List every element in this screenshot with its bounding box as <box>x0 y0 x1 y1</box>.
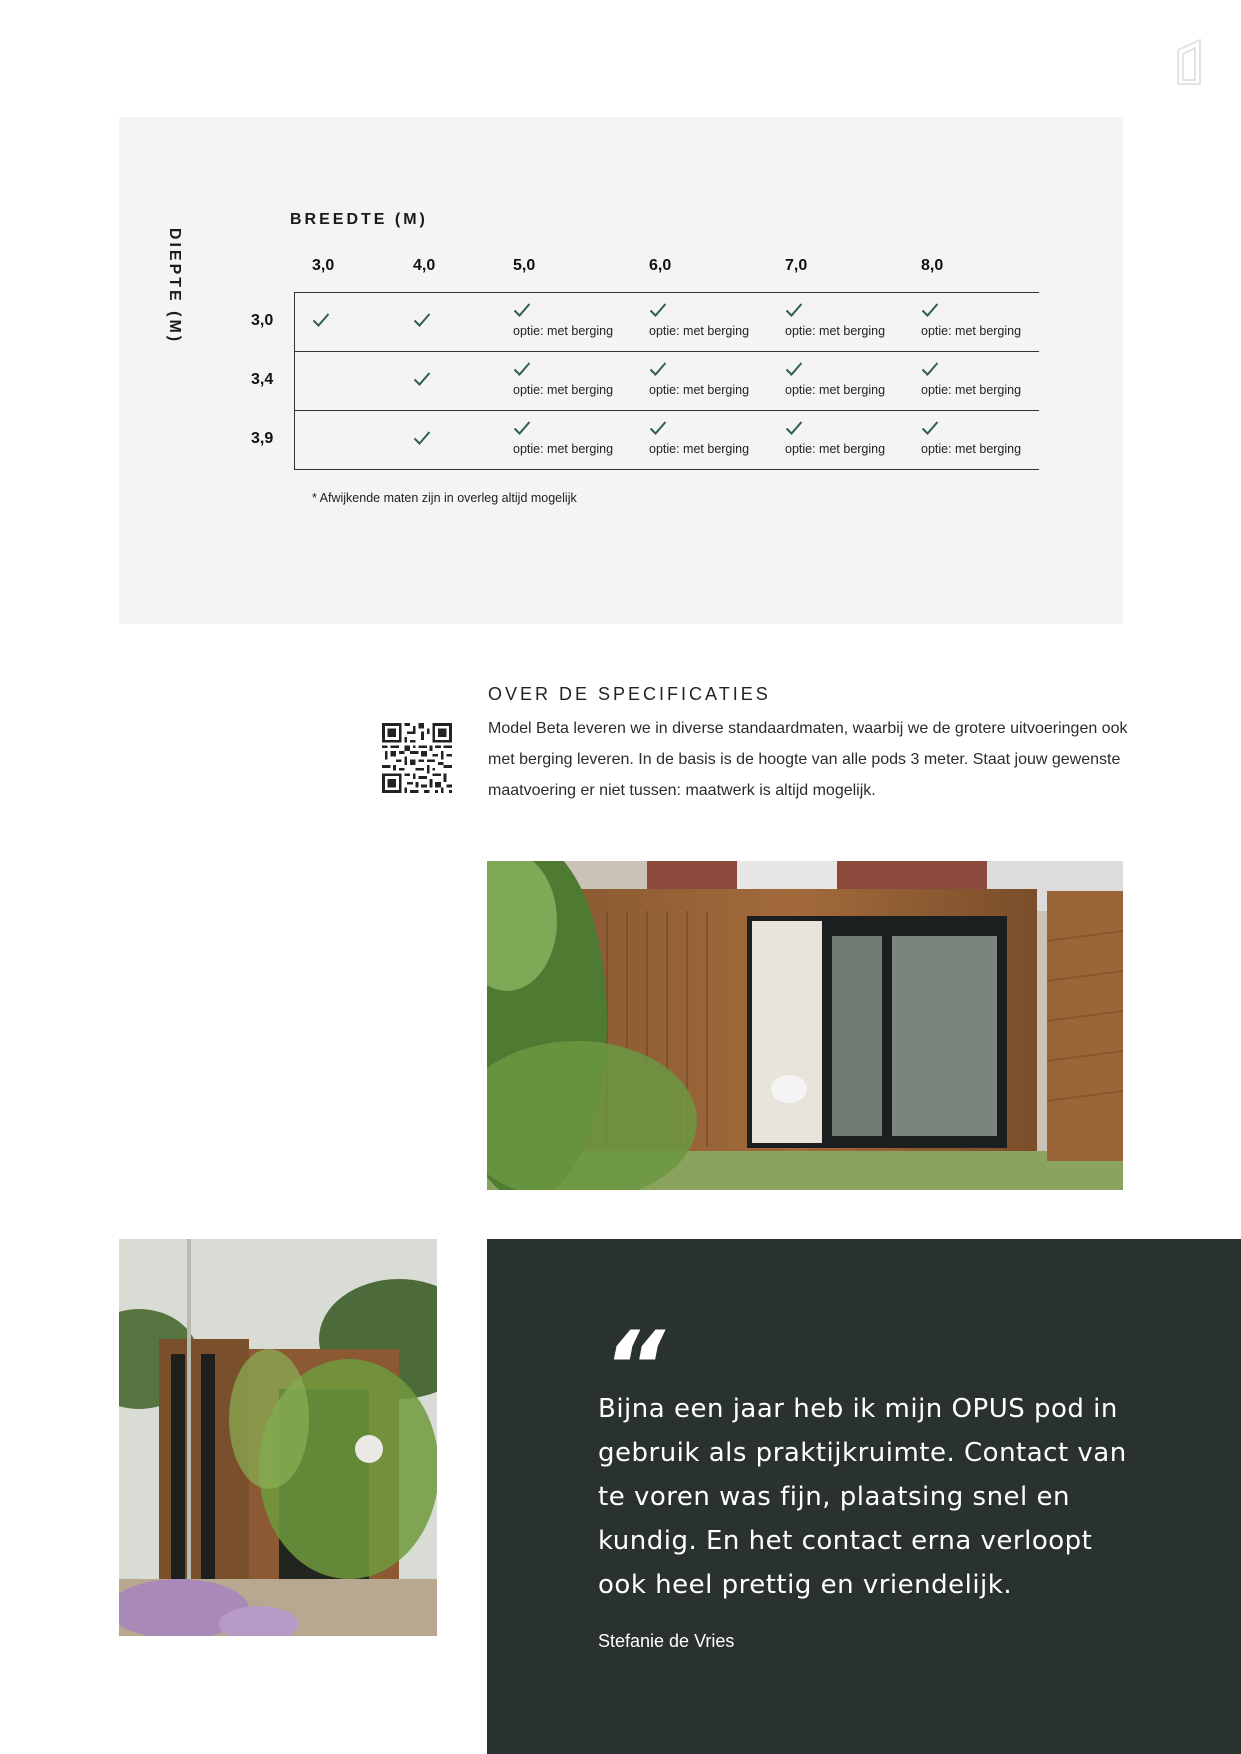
storage-option-text: optie: met berging <box>921 442 1022 456</box>
testimonial-panel <box>487 1239 1241 1754</box>
storage-option-text: optie: met berging <box>513 442 614 456</box>
check-icon <box>785 420 803 436</box>
availability-cell <box>921 292 1051 350</box>
check-icon <box>649 420 667 436</box>
availability-cell <box>513 292 643 350</box>
storage-option-text: optie: met berging <box>513 324 614 338</box>
check-icon <box>413 430 431 446</box>
qr-code-icon <box>382 723 452 793</box>
check-icon <box>513 420 531 436</box>
width-axis-label: BREEDTE (M) <box>290 211 428 228</box>
check-icon <box>649 361 667 377</box>
check-icon <box>413 312 431 328</box>
width-header: 4,0 <box>413 257 436 274</box>
width-header: 7,0 <box>785 257 808 274</box>
storage-option-text: optie: met berging <box>785 383 886 397</box>
availability-cell <box>513 351 643 409</box>
storage-option-text: optie: met berging <box>921 383 1022 397</box>
check-icon <box>921 302 939 318</box>
testimonial-author: Stefanie de Vries <box>598 1631 735 1651</box>
storage-option-text: optie: met berging <box>785 442 886 456</box>
availability-cell <box>785 410 915 468</box>
depth-axis-label: DIEPTE (M) <box>166 227 183 345</box>
availability-cell <box>785 292 915 350</box>
storage-option-text: optie: met berging <box>921 324 1022 338</box>
availability-cell <box>649 292 779 350</box>
opus-logo-icon <box>1172 36 1206 88</box>
storage-option-text: optie: met berging <box>649 383 750 397</box>
check-icon <box>785 302 803 318</box>
availability-cell <box>785 351 915 409</box>
availability-cell <box>649 351 779 409</box>
depth-header: 3,0 <box>251 312 274 329</box>
check-icon <box>513 361 531 377</box>
storage-option-text: optie: met berging <box>785 324 886 338</box>
width-header: 5,0 <box>513 257 536 274</box>
depth-header: 3,9 <box>251 430 274 447</box>
check-icon <box>921 420 939 436</box>
garden-pod-photo <box>487 861 1123 1190</box>
table-footnote: * Afwijkende maten zijn in overleg altijd mogelijk <box>312 491 577 505</box>
width-header: 3,0 <box>312 257 335 274</box>
storage-option-text: optie: met berging <box>649 442 750 456</box>
check-icon <box>513 302 531 318</box>
check-icon <box>785 361 803 377</box>
garden-pod-photo-tall <box>119 1239 437 1636</box>
specs-body: Model Beta leveren we in diverse standaardmaten, waarbij we de grotere uitvoeringen ook met berging leveren. In de basis is de hoogte van alle pods 3 meter. Staat jouw gewenste maatvoering er niet tussen: maatwerk is altijd mogelijk. <box>488 720 1128 799</box>
depth-header: 3,4 <box>251 371 274 388</box>
availability-cell <box>921 410 1051 468</box>
availability-cell <box>649 410 779 468</box>
width-header: 8,0 <box>921 257 944 274</box>
storage-option-text: optie: met berging <box>649 324 750 338</box>
testimonial-quote: Bijna een jaar heb ik mijn OPUS pod in gebruik als praktijkruimte. Contact van te voren was fijn, plaatsing snel en kundig. En het contact erna verloopt ook heel prettig en vriendelijk. <box>598 1394 1127 1600</box>
size-table-panel <box>119 117 1123 624</box>
grid-line <box>294 469 1039 470</box>
check-icon <box>413 371 431 387</box>
quote-mark: “ <box>603 1311 665 1423</box>
availability-cell <box>513 410 643 468</box>
storage-option-text: optie: met berging <box>513 383 614 397</box>
check-icon <box>312 312 330 328</box>
width-header: 6,0 <box>649 257 672 274</box>
check-icon <box>649 302 667 318</box>
specs-title: OVER DE SPECIFICATIES <box>488 684 771 704</box>
availability-cell <box>921 351 1051 409</box>
check-icon <box>921 361 939 377</box>
